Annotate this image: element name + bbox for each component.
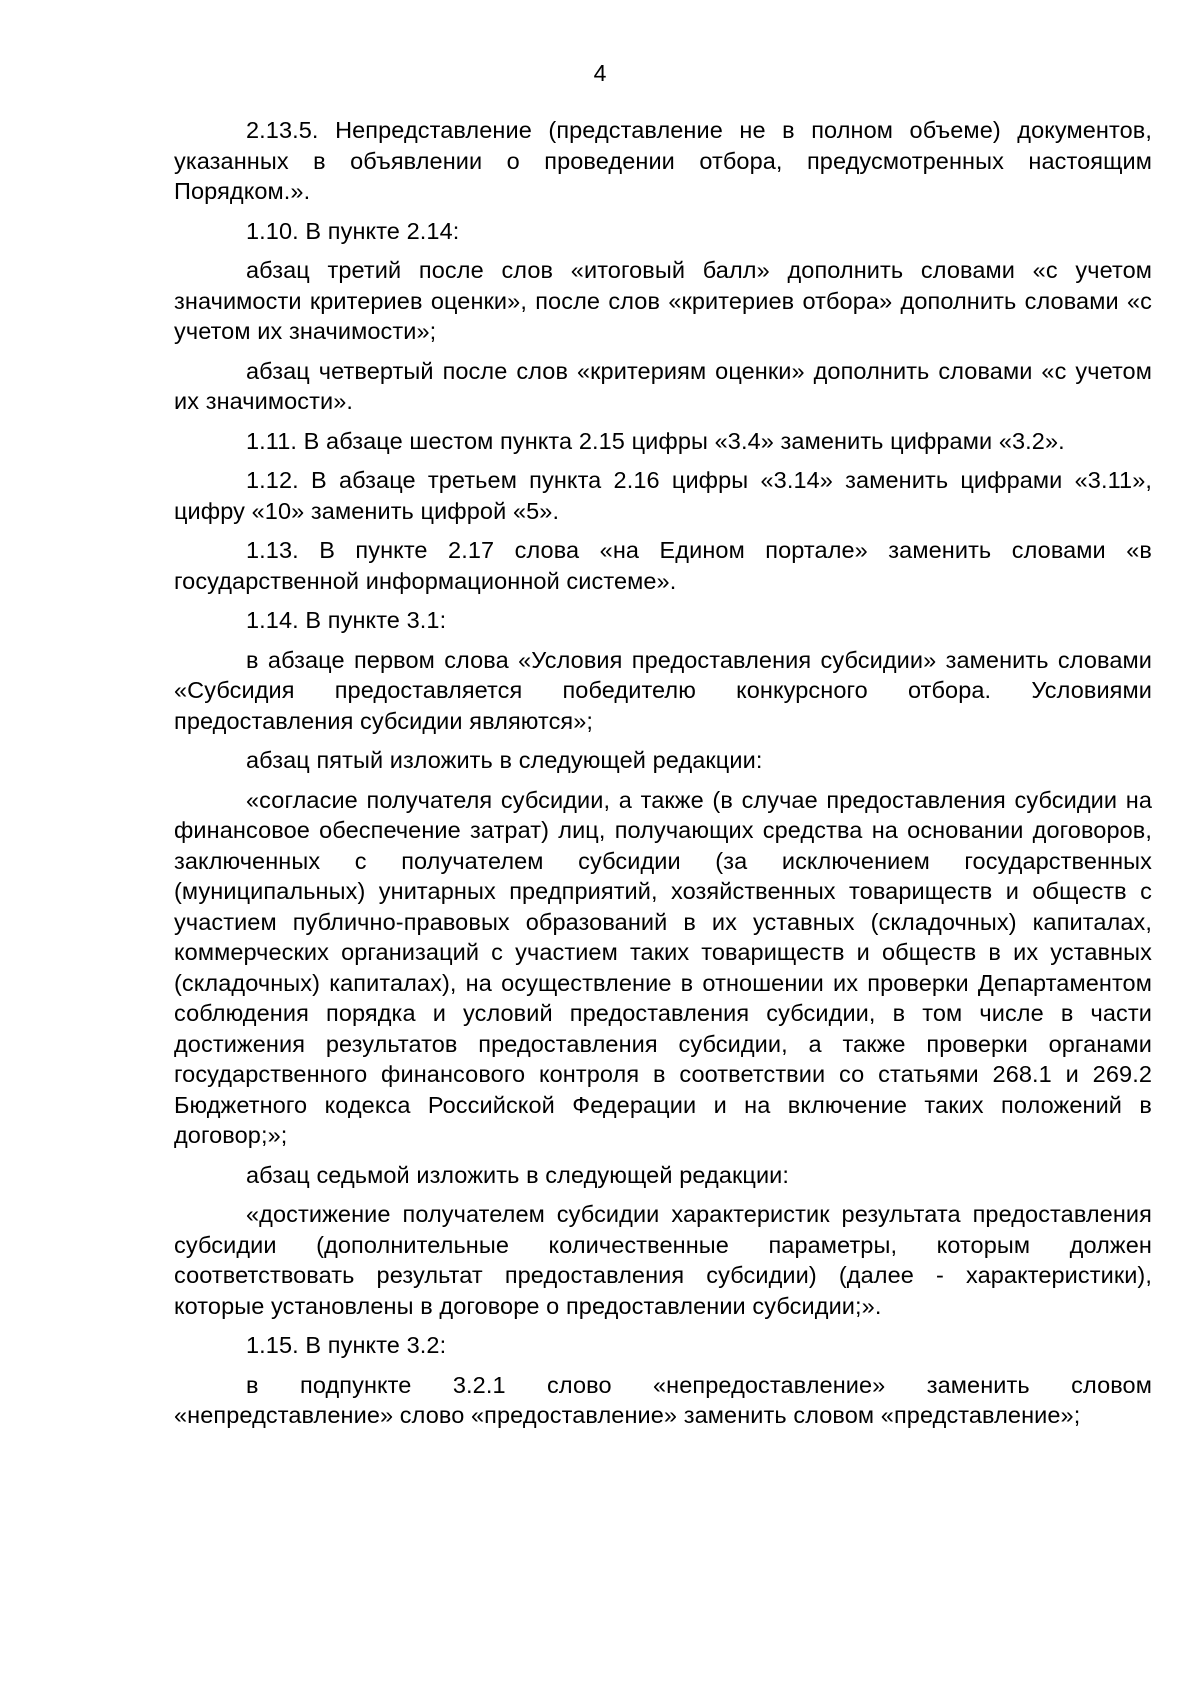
page-number: 4 <box>593 60 607 86</box>
paragraph-1-10: 1.10. В пункте 2.14: <box>246 217 460 244</box>
paragraph-1-15: 1.15. В пункте 3.2: <box>246 1332 447 1358</box>
paragraph-1-10-abzac-4: абзац четвертый после слов «критериям оценки» дополнить словами «с учетом их значимости». <box>174 357 1152 414</box>
paragraph-1-10-abzac-3: абзац третий после слов «итоговый балл» дополнить словами «с учетом значимости критериев оценки», после слов «критериев отбора» дополнить словами «с учетом их значимости»; <box>174 257 1152 344</box>
document-body <box>174 115 1152 1440</box>
paragraph-2-13-5: 2.13.5. Непредставление (представление не в полном объеме) документов, указанных в объявлении о проведении отбора, предусмотренных настоящим Порядком.». <box>174 117 1152 204</box>
paragraph-1-12: 1.12. В абзаце третьем пункта 2.16 цифры «3.14» заменить цифрами «3.11», цифру «10» заменить цифрой «5». <box>174 467 1152 524</box>
paragraph-1-14-abzac-1: в абзаце первом слова «Условия предоставления субсидии» заменить словами «Субсидия предоставляется победителю конкурсного отбора. Условиями предоставления субсидии являются»; <box>174 646 1152 734</box>
paragraph-1-14-abzac-7-intro: абзац седьмой изложить в следующей редакции: <box>246 1161 790 1188</box>
paragraph-1-13: 1.13. В пункте 2.17 слова «на Едином портале» заменить словами «в государственной информационной системе». <box>174 537 1152 594</box>
paragraph-1-14-abzac-5-intro: абзац пятый изложить в следующей редакции: <box>246 747 763 773</box>
paragraph-1-15-subpoint-3-2-1: в подпункте 3.2.1 слово «непредоставление» заменить словом «непредставление» слово «предоставление» заменить словом «представление»; <box>174 1371 1152 1428</box>
paragraph-1-14: 1.14. В пункте 3.1: <box>246 607 447 633</box>
paragraph-1-14-abzac-5-text: «согласие получателя субсидии, а также (в случае предоставления субсидии на финансовое обеспечение затрат) лиц, получающих средства на основании договоров, заключенных с получателем субсидии (за исключением государственных (муниципальных) унитарных предприятий, хозяйственных товариществ и обществ с участием публично-правовых образований в их уставных (складочных) капиталах, коммерческих организаций с участием таких товариществ и обществ в их уставных (складочных) капиталах), на осуществление в отношении их проверки Департаментом соблюдения порядка и условий предоставления субсидии, в том числе в части достижения результатов предоставления субсидии, а также проверки органами государственного финансового контроля в соответствии со статьями 268.1 и 269.2 Бюджетного кодекса Российской Федерации и на включение таких положений в договор;»; <box>174 786 1152 1148</box>
paragraph-1-14-abzac-7-text: «достижение получателем субсидии характеристик результата предоставления субсидии (дополнительные количественные параметры, которым должен соответствовать результат предоставления субсидии) (далее - характеристики), которые установлены в договоре о предоставлении субсидии;». <box>174 1201 1152 1319</box>
paragraph-1-11: 1.11. В абзаце шестом пункта 2.15 цифры «3.4» заменить цифрами «3.2». <box>246 427 1065 454</box>
